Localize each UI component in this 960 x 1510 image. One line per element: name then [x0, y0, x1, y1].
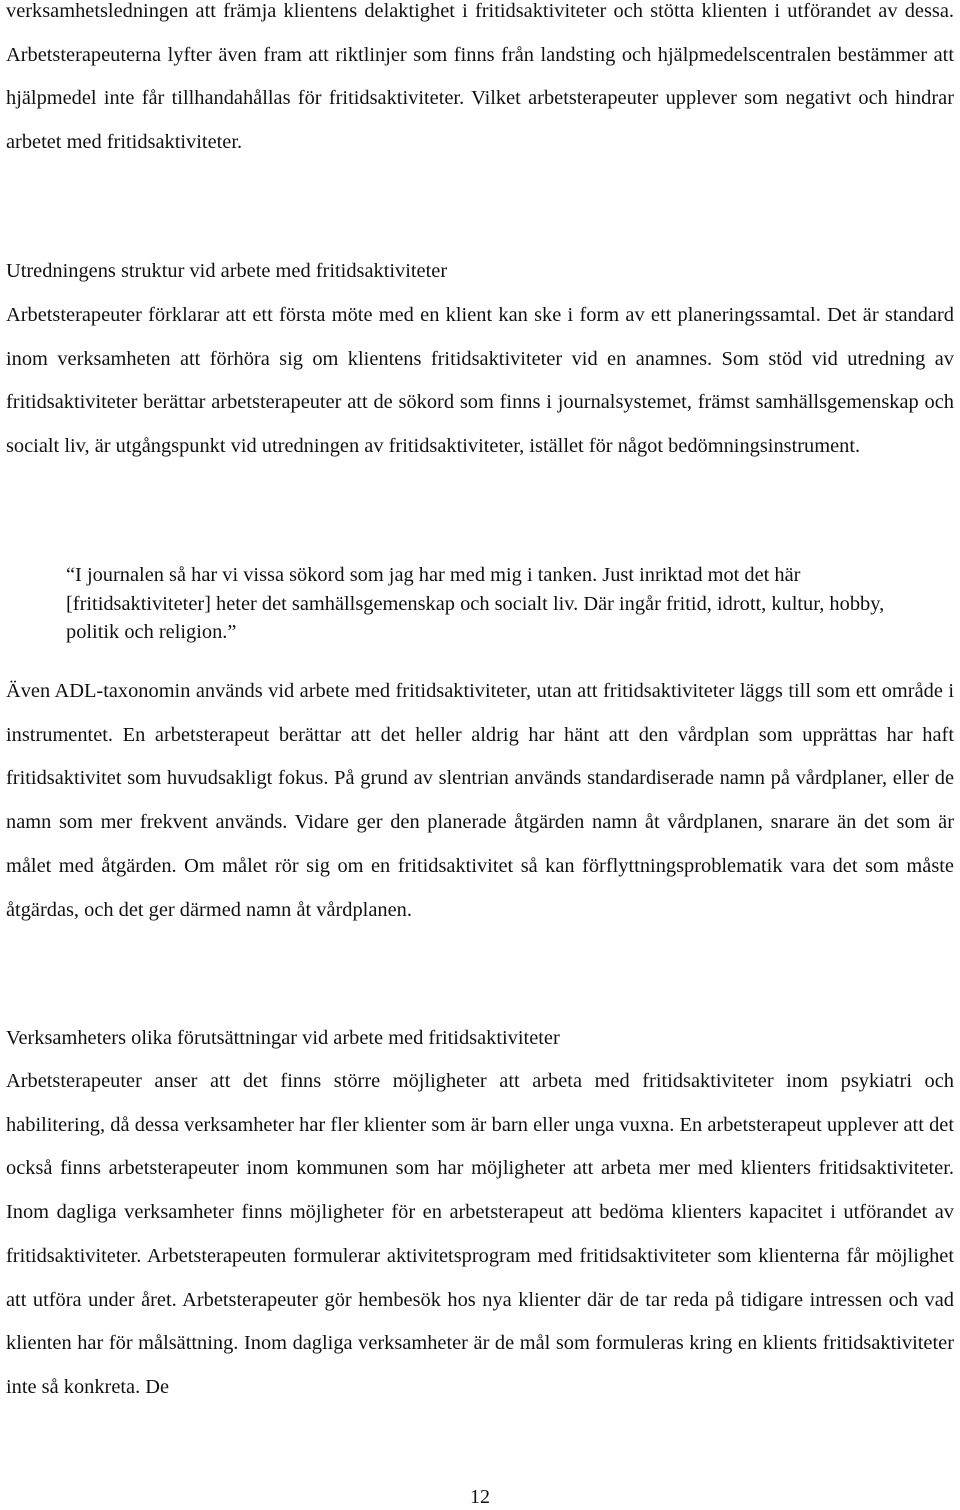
body-paragraph: Även ADL-taxonomin används vid arbete med fritidsaktiviteter, utan att fritidsaktiviteter läggs till som ett område i instrumentet. En arbetsterapeut berättar att det heller aldrig har hänt att den vårdplan som upprättas har haft fritidsaktivitet som huvudsakligt fokus. På grund av slentrian används standardiserade namn på vårdplaner, eller de namn som mer frekvent används. Vidare ger den planerade åtgärden namn åt vårdplanen, snarare än det som är målet med åtgärden. Om målet rör sig om en fritidsaktivitet så kan förflyttningsproblematik vara det som måste åtgärdas, och det ger därmed namn åt vårdplanen. — [6, 680, 954, 921]
body-paragraph: verksamhetsledningen att främja klientens delaktighet i fritidsaktiviteter och stötta klienten i utförandet av dessa. Arbetsterapeuterna lyfter även fram att riktlinjer som finns från landsting och hjälpmedelscentralen bestämmer att hjälpmedel inte får tillhandahållas för fritidsaktiviteter. Vilket arbetsterapeuter upplever som negativt och hindrar arbetet med fritidsaktiviteter. — [6, 0, 954, 154]
section-heading: Utredningens struktur vid arbete med fritidsaktiviteter — [6, 260, 448, 282]
block-quote: “I journalen så har vi vissa sökord som jag har med mig i tanken. Just inriktad mot det här [fritidsaktiviteter] heter det samhällsgemenskap och socialt liv. Där ingår fritid, idrott, kultur, hobby, politik och religion.” — [66, 564, 885, 643]
body-paragraph: Arbetsterapeuter anser att det finns större möjligheter att arbeta med fritidsaktiviteter inom psykiatri och habilitering, då dessa verksamheter har fler klienter som är barn eller unga vuxna. En arbetsterapeut upplever att det också finns arbetsterapeuter inom kommunen som har möjligheter att arbeta mer med klienters fritidsaktiviteter. Inom dagliga verksamheter finns möjligheter för en arbetsterapeut att bedöma klienters kapacitet i utförandet av fritidsaktiviteter. Arbetsterapeuten formulerar aktivitetsprogram med fritidsaktiviteter som klienterna får möjlighet att utföra under året. Arbetsterapeuter gör hembesök hos nya klienter där de tar reda på tidigare intressen och vad klienten har för målsättning. Inom dagliga verksamheter är de mål som formuleras kring en klients fritidsaktiviteter inte så konkreta. De — [6, 1070, 954, 1398]
section-heading: Verksamheters olika förutsättningar vid arbete med fritidsaktiviteter — [6, 1027, 560, 1049]
body-paragraph: Arbetsterapeuter förklarar att ett första möte med en klient kan ske i form av ett planeringssamtal. Det är standard inom verksamheten att förhöra sig om klientens fritidsaktiviteter vid en anamnes. Som stöd vid utredning av fritidsaktiviteter berättar arbetsterapeuter att de sökord som finns i journalsystemet, främst samhällsgemenskap och socialt liv, är utgångspunkt vid utredningen av fritidsaktiviteter, istället för något bedömningsinstrument. — [6, 304, 954, 458]
page-number: 12 — [470, 1486, 490, 1508]
